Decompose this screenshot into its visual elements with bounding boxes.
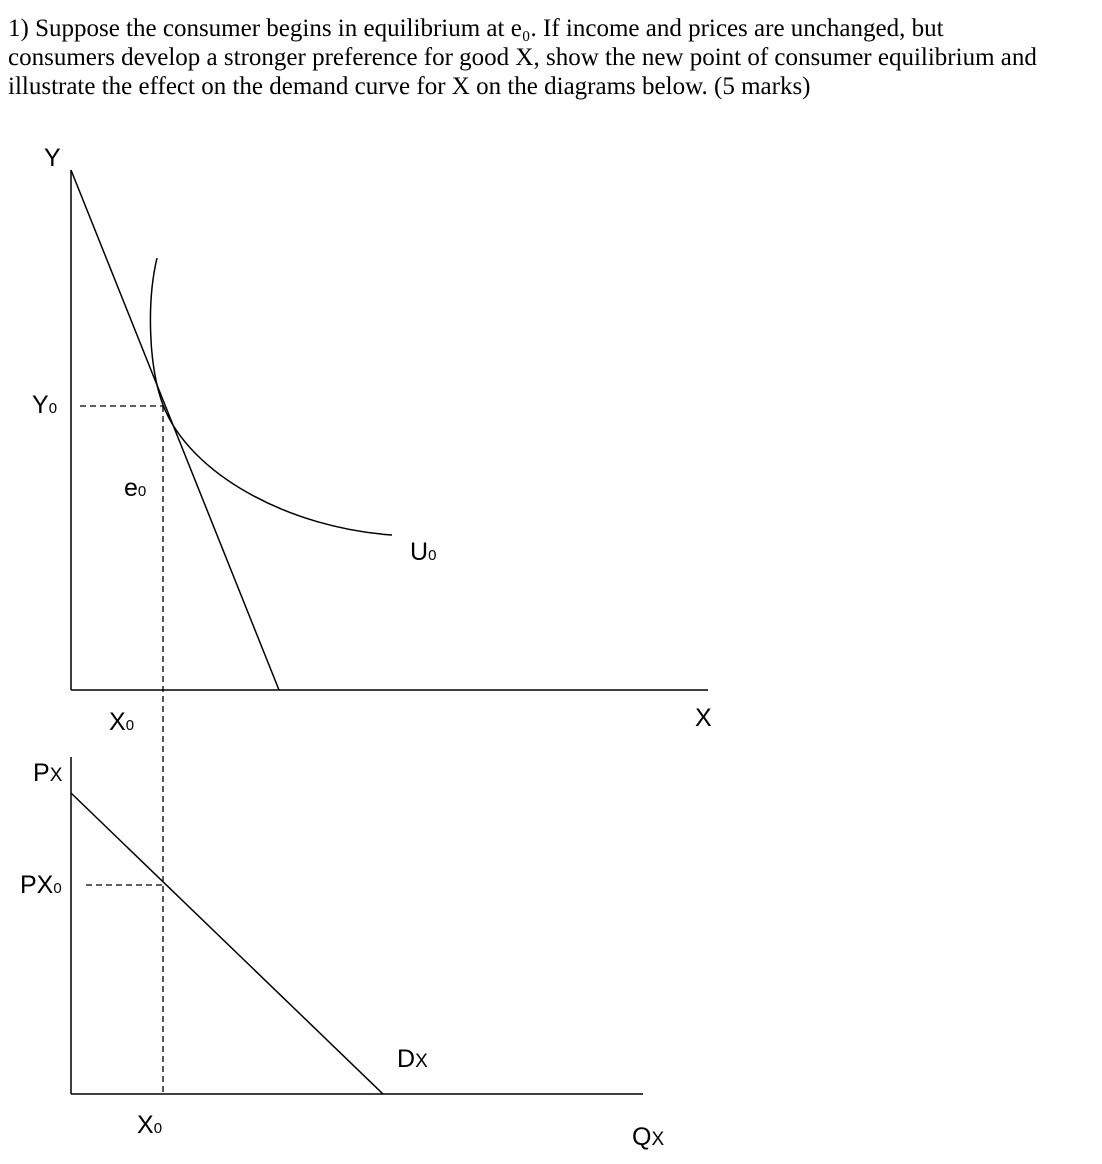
y0-label: Y0 <box>32 391 58 419</box>
e0-label: e0 <box>124 474 147 502</box>
indifference-curve-u0 <box>150 258 392 535</box>
question-line-1: 1) Suppose the consumer begins in equilibrium at e₀. If income and prices are unchanged, but <box>8 15 944 42</box>
question-line-2: consumers develop a stronger preference for good X, show the new point of consumer equilibrium and <box>8 44 1037 71</box>
demand-label: DX <box>397 1045 428 1073</box>
bottom-x-axis-label: QX <box>632 1123 665 1151</box>
top-y-axis-label: Y <box>44 144 61 172</box>
budget-line <box>71 170 279 690</box>
question-line-3: illustrate the effect on the demand curve for X on the diagrams below. (5 marks) <box>8 73 811 100</box>
top-x-axis-label: X <box>695 704 712 732</box>
px0-label: PX0 <box>20 871 62 899</box>
top-x0-label: X0 <box>109 708 135 736</box>
bottom-y-axis-label: PX <box>33 759 63 787</box>
bottom-diagram <box>20 757 664 1151</box>
demand-curve-dx <box>71 793 383 1094</box>
top-diagram <box>32 144 712 1094</box>
u0-label: U0 <box>410 538 437 566</box>
bottom-x0-label: X0 <box>137 1111 163 1139</box>
